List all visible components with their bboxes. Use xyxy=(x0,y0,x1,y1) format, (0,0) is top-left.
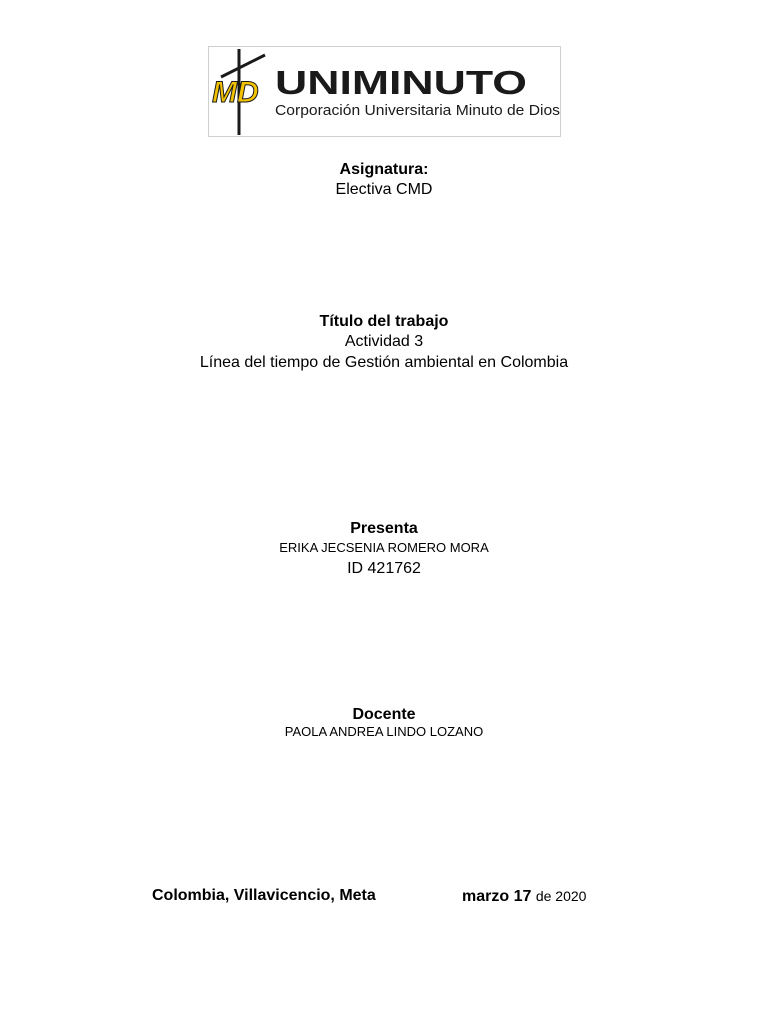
uniminuto-logo xyxy=(208,46,561,137)
cross-diagonal xyxy=(221,55,265,77)
presenter-heading: Presenta xyxy=(350,520,418,537)
logo-graphic xyxy=(209,47,560,136)
footer-place: Colombia, Villavicencio, Meta xyxy=(152,887,376,904)
teacher-name: PAOLA ANDREA LINDO LOZANO xyxy=(284,724,484,739)
footer-month-day: marzo 17 xyxy=(462,888,532,905)
footer-date xyxy=(462,886,586,907)
logo-name: UNIMINUTO xyxy=(275,64,527,101)
title-line1: Actividad 3 xyxy=(344,333,424,350)
subject-value: Electiva CMD xyxy=(335,181,433,198)
subject-heading: Asignatura: xyxy=(339,161,429,178)
title-line2: Línea del tiempo de Gestión ambiental en Colombia xyxy=(199,354,569,371)
teacher-heading: Docente xyxy=(352,706,416,723)
logo-mark: MD xyxy=(212,76,259,109)
title-heading: Título del trabajo xyxy=(319,313,449,330)
logo-tagline: Corporación Universitaria Minuto de Dios xyxy=(275,102,560,119)
presenter-id: ID 421762 xyxy=(347,560,421,577)
presenter-name: ERIKA JECSENIA ROMERO MORA xyxy=(279,540,489,555)
footer-year: de 2020 xyxy=(535,888,587,904)
